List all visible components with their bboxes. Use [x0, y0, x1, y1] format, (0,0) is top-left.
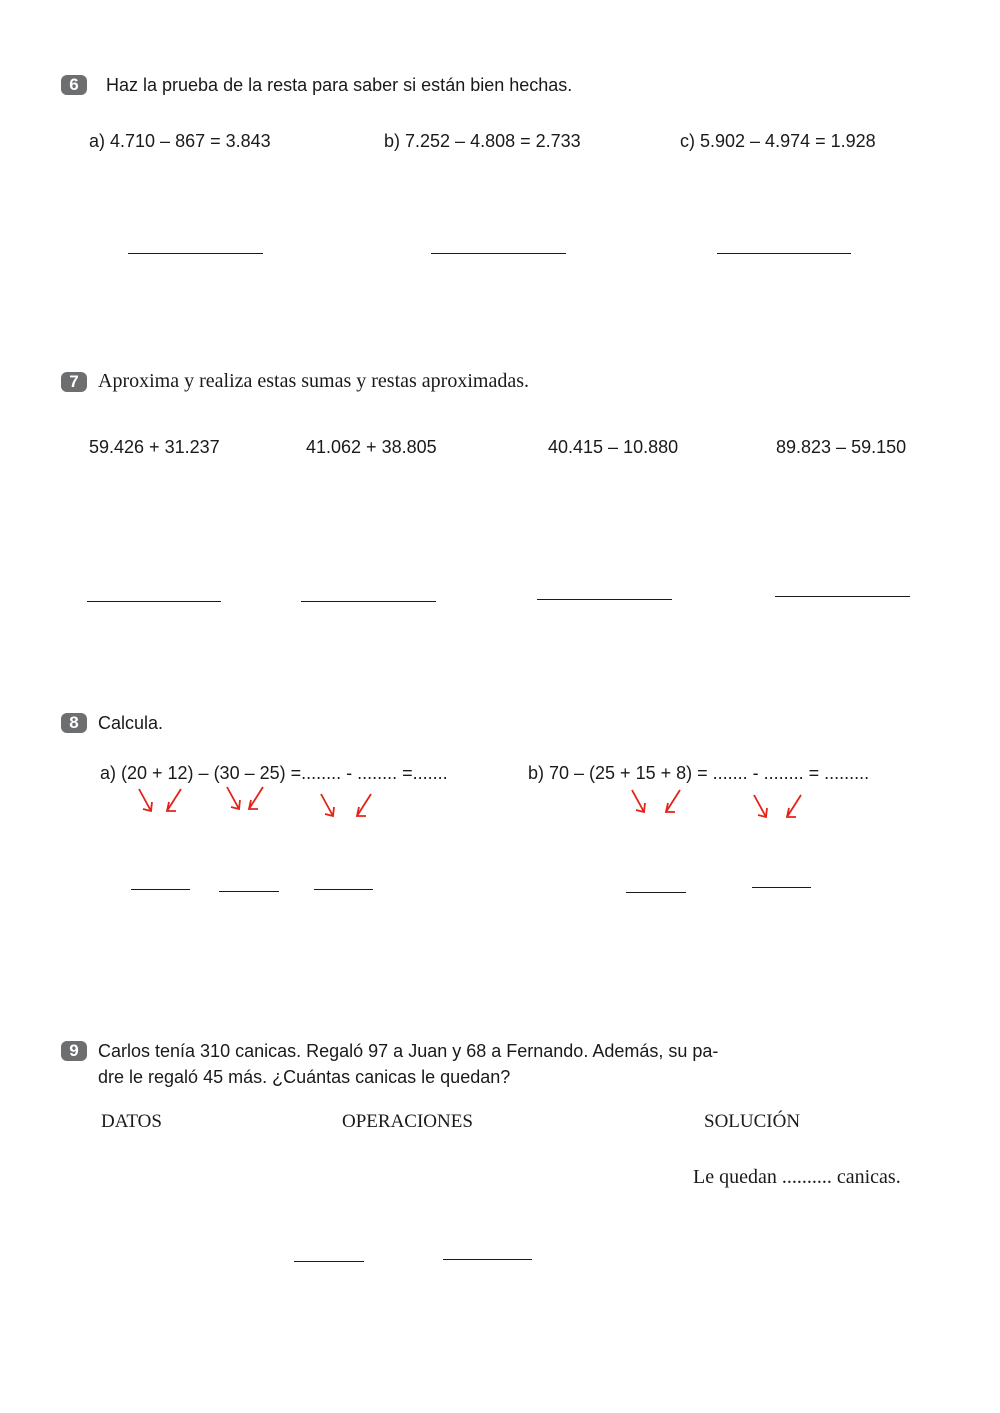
column-header-datos: DATOS: [101, 1111, 162, 1132]
arrow-pair-3: [321, 794, 371, 816]
exercise-8-number-badge: 8: [61, 713, 87, 733]
exercise-6-item-b: b) 7.252 – 4.808 = 2.733: [384, 131, 581, 151]
exercise-7-number-badge: 7: [61, 372, 87, 392]
exercise-6-item-c: c) 5.902 – 4.974 = 1.928: [680, 131, 876, 151]
arrow-pair-2: [227, 787, 263, 809]
exercise-8-answer-line-5[interactable]: [752, 887, 811, 888]
exercise-8-answer-line-3[interactable]: [314, 889, 373, 890]
exercise-6-number-badge: 6: [61, 75, 87, 95]
column-header-operaciones: OPERACIONES: [342, 1111, 473, 1132]
exercise-6-instruction: Haz la prueba de la resta para saber si están bien hechas.: [106, 75, 573, 95]
exercise-6-item-a: a) 4.710 – 867 = 3.843: [89, 131, 271, 151]
exercise-9-answer-line-2[interactable]: [443, 1259, 532, 1260]
exercise-8-answer-line-4[interactable]: [626, 892, 686, 893]
exercise-7-item-2: 41.062 + 38.805: [306, 437, 437, 457]
exercise-9-problem-line-2: dre le regaló 45 más. ¿Cuántas canicas le quedan?: [98, 1067, 511, 1087]
exercise-8-instruction: Calcula.: [98, 713, 164, 733]
exercise-7-instruction: Aproxima y realiza estas sumas y restas aproximadas.: [98, 370, 529, 392]
exercise-7-item-3: 40.415 – 10.880: [548, 437, 679, 457]
exercise-8-answer-line-2[interactable]: [219, 891, 279, 892]
exercise-9-answer-line-1[interactable]: [294, 1261, 364, 1262]
arrow-pair-1: [139, 789, 181, 811]
exercise-9-number-badge: 9: [61, 1041, 87, 1061]
column-header-solucion: SOLUCIÓN: [704, 1111, 801, 1132]
arrow-pair-5: [754, 795, 801, 817]
exercise-9-problem-line-1: Carlos tenía 310 canicas. Regaló 97 a Juan y 68 a Fernando. Además, su pa-: [98, 1041, 719, 1061]
exercise-8-item-b: b) 70 – (25 + 15 + 8) = ....... - ........ = .........: [528, 763, 870, 783]
exercise-7-item-1: 59.426 + 31.237: [89, 437, 220, 457]
exercise-7-item-4: 89.823 – 59.150: [776, 437, 907, 457]
exercise-9-answer-sentence: Le quedan .......... canicas.: [693, 1166, 901, 1188]
arrow-pair-4: [632, 790, 680, 812]
exercise-8-item-a: a) (20 + 12) – (30 – 25) =........ - ........ =.......: [100, 763, 448, 783]
exercise-8-answer-line-1[interactable]: [131, 889, 190, 890]
